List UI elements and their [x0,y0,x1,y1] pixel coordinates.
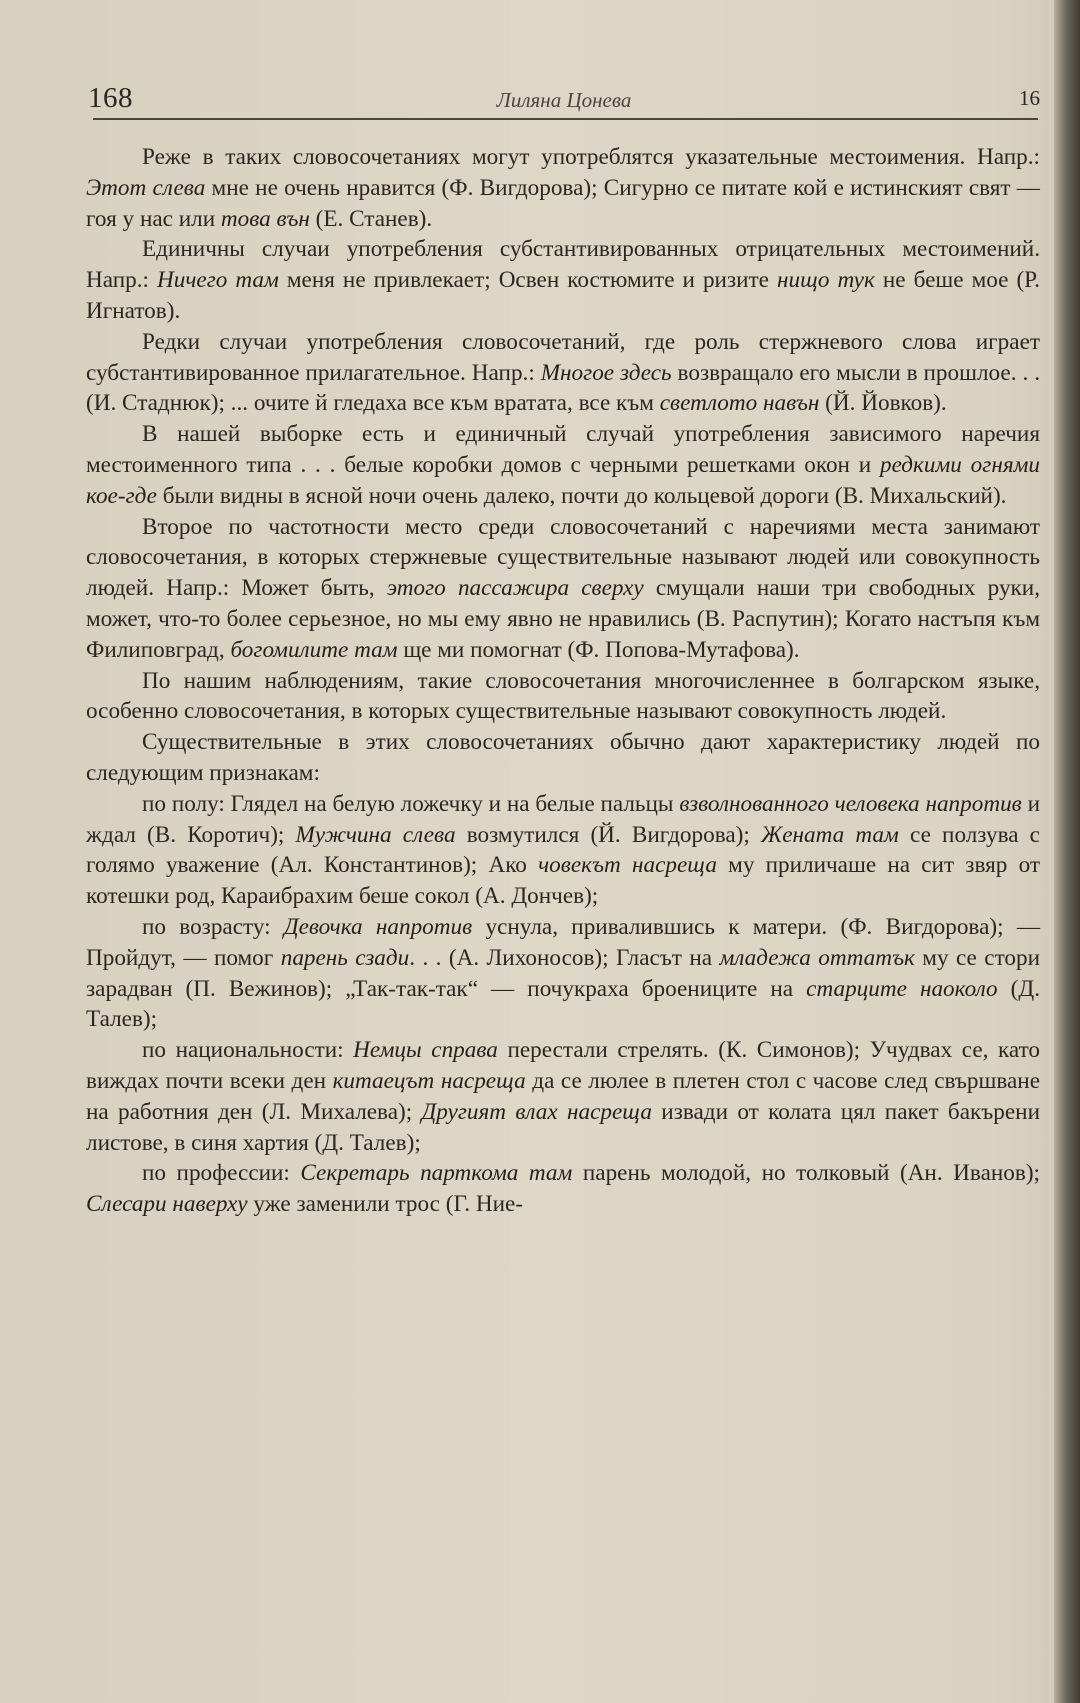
body-paragraph [86,142,1040,234]
italic-example-phrase: нищо тук [777,267,875,294]
body-paragraph [86,512,1040,666]
text-run: му приличаше на сит звяр от котешки род, Караибрахим беше сокол (А. Дончев); [86,852,1041,910]
italic-example-phrase: Этот слева [86,174,206,201]
body-paragraph [86,789,1040,912]
body-paragraph [86,234,1040,326]
body-paragraph [86,327,1040,419]
text-run: меня не привлекает; Освен костюмите и ризите [278,267,777,294]
italic-example-phrase: Слесари наверху [86,1191,248,1218]
italic-example-phrase: светлото навън [659,390,820,417]
text-run: да се люлее в плетен стол с часове след свършване на работния ден (Л. Михалева); [86,1067,1040,1125]
italic-example-phrase: младежа оттатък [719,944,915,971]
text-run: по профессии: [142,1160,301,1187]
body-paragraph [86,1158,1040,1220]
text-run: возвращало его мысли в прошлое. . . (И. Стаднюк); ... очите й гледаха все към вратата, все към [86,359,1040,417]
header-rule [93,118,1038,120]
text-run: уже заменили трос (Г. Ние- [247,1191,524,1218]
page-header [88,80,1040,120]
italic-example-phrase: этого пассажира сверху [386,575,644,602]
text-run: извади от колата цял пакет бакърени листове, в синя хартия (Д. Талев); [86,1098,1040,1156]
text-run: В нашей выборке есть и единичный случай употребления зависимого наречия местоименного типа . . . белые коробки домов с черными решетками окон и [86,421,1040,478]
text-run: (Й. Йовков). [819,390,947,417]
text-run: по полу: Глядел на белую ложечку и на белые пальцы [142,790,680,817]
italic-example-phrase: богомилите там [230,636,398,663]
signature-mark: 16 [1019,86,1040,110]
italic-example-phrase: Мужчина слева [295,821,456,848]
italic-example-phrase: Секретарь парткома там [300,1160,573,1187]
body-paragraph [86,666,1040,728]
text-run: се ползува с голямо уважение (Ал. Константинов); Ако [86,821,1040,879]
text-run: перестали стрелять. (К. Симонов); Учудвах се, като виждах почти всеки ден [86,1037,1040,1094]
body-paragraph [86,912,1040,1035]
text-run: му се стори зарадван (П. Вежинов); „Так-так-так“ — почукраха броениците на [86,944,1040,1002]
text-run: ще ми помогнат (Ф. Попова-Мутафова). [397,636,800,663]
text-run: Редки случаи употребления словосочетаний, где роль стержневого слова играет субстантивированное прилагательное. Напр.: [86,328,1040,386]
italic-example-phrase: Другият влах насреща [421,1098,652,1125]
italic-example-phrase: човекът насреща [538,852,717,879]
text-run: смущали наши три свободных руки, может, что-то более серьезное, но мы ему явно не нравились (В. Распутин); Когато настъпя към Филиповград, [86,575,1041,663]
running-head-author: Лиляна Цонева [496,88,632,112]
body-paragraph [86,727,1040,789]
italic-example-phrase: Многое здесь [540,359,672,386]
text-run: и ждал (В. Коротич); [86,790,1040,848]
book-spine-shadow [1054,0,1080,1703]
text-run: (Д. Талев); [86,975,1040,1033]
page-number: 168 [88,82,133,114]
body-paragraph [86,1035,1040,1158]
text-run: Существительные в этих словосочетаниях обычно дают характеристику людей по следующим признакам: [86,729,1040,786]
italic-example-phrase: това вън [220,205,310,232]
italic-example-phrase: Ничего там [157,267,279,294]
text-run: Реже в таких словосочетаниях могут употреблятся указательные местоимения. Напр.: [142,144,1040,170]
text-run: возмутился (Й. Вигдорова); [455,821,761,848]
italic-example-phrase: взволнованного человека напротив [679,790,1022,817]
text-run: Второе по частотности место среди словосочетаний с наречиями места занимают словосочетания, в которых стержневые существительные называют людей или совокупность людей. Напр.: Может быть, [86,513,1040,602]
text-run: не беше мое (Р. Игнатов). [86,267,1040,324]
text-run: по национальности: [142,1037,354,1064]
text-run: по возрасту: [142,913,284,940]
text-run: парень молодой, но толковый (Ан. Иванов); [572,1160,1040,1187]
body-text [86,142,1040,1220]
italic-example-phrase: китаецът насреща [332,1067,526,1094]
text-run: По нашим наблюдениям, такие словосочетания многочисленнее в болгарском языке, особенно словосочетания, в которых существительные называют совокупность людей. [86,667,1040,725]
text-run: (Е. Станев). [309,205,433,232]
italic-example-phrase: старците наоколо [806,975,998,1002]
italic-example-phrase: парень сзади [280,944,410,971]
text-run: Единичны случаи употребления субстантивированных отрицательных местоимений. Напр.: [86,236,1040,294]
italic-example-phrase: редкими огнями кое-где [86,451,1040,509]
italic-example-phrase: Жената там [760,821,899,848]
italic-example-phrase: Девочка напротив [283,913,473,940]
text-run: мне не очень нравится (Ф. Вигдорова); Сигурно се питате кой е истинският свят — гоя у нас или [86,174,1040,232]
text-run: были видны в ясной ночи очень далеко, почти до кольцевой дороги (В. Михальский). [156,482,1007,509]
italic-example-phrase: Немцы справа [353,1037,498,1064]
text-run: . . . (А. Лихоносов); Гласът на [409,944,720,971]
text-run: уснула, привалившись к матери. (Ф. Вигдорова); — Пройдут, — помог [86,913,1041,971]
body-paragraph [86,419,1040,511]
